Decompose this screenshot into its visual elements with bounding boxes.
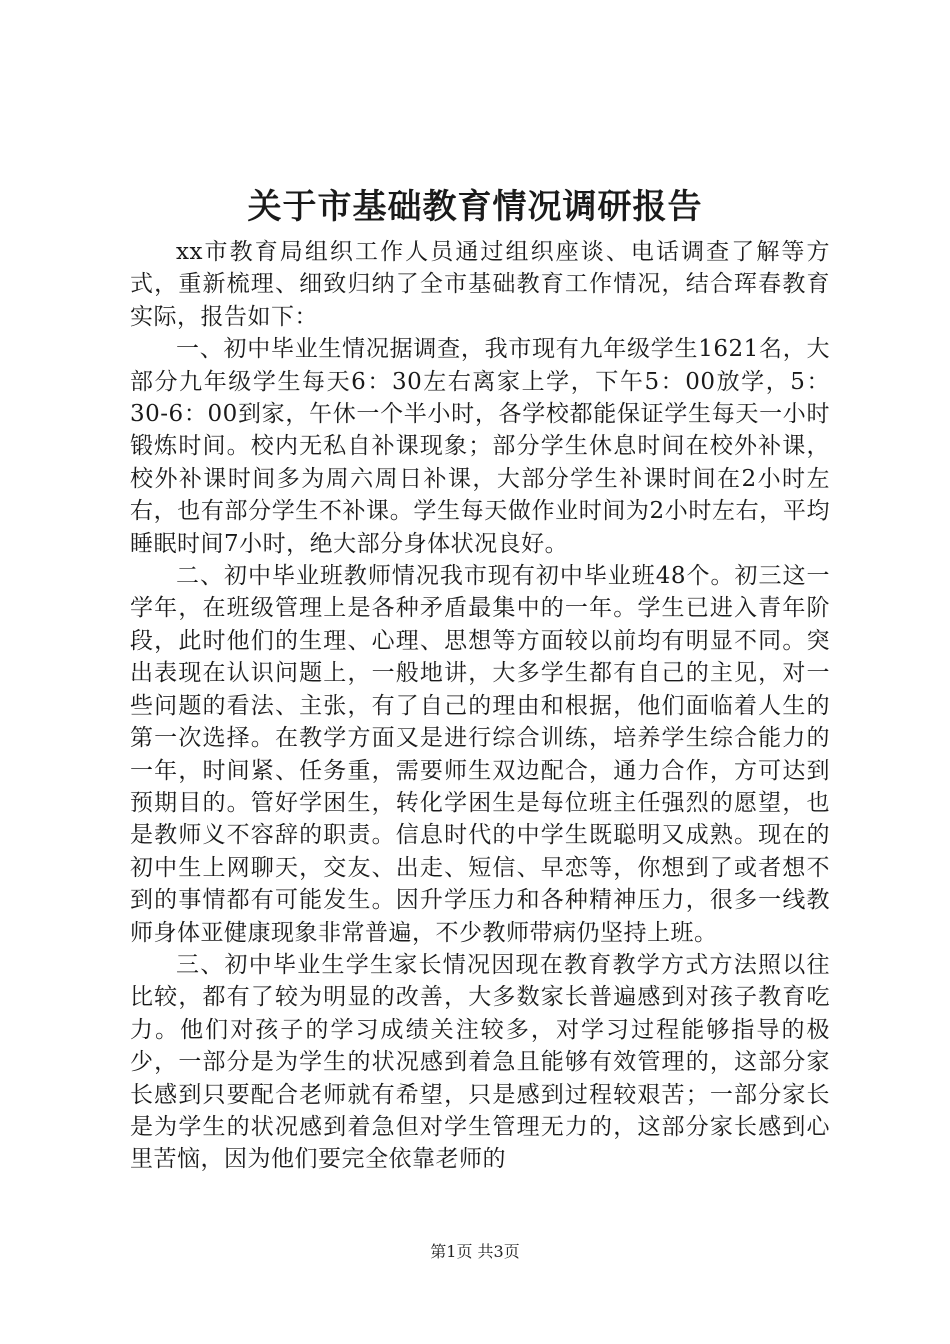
paragraph-section-1: 一、初中毕业生情况据调查，我市现有九年级学生1621名，大部分九年级学生每天6：30左右离家上学，下午5：00放学，5：30-6：00到家，午休一个半小时，各学校都能保证学生每天一小时锻炼时间。校内无私自补课现象；部分学生休息时间在校外补课，校外补课时间多为周六周日补课，大部分学生补课时间在2小时左右，也有部分学生不补课。学生每天做作业时间为2小时左右，平均睡眠时间7小时，绝大部分身体状况良好。 xyxy=(130,336,830,557)
document-body xyxy=(130,236,830,1176)
page-number-footer: 第1页 共3页 xyxy=(430,1242,520,1261)
document-title: 关于市基础教育情况调研报告 xyxy=(247,187,703,227)
paragraph-intro: xx市教育局组织工作人员通过组织座谈、电话调查了解等方式，重新梳理、细致归纳了全市基础教育工作情况，结合珲春教育实际，报告如下： xyxy=(130,239,830,330)
paragraph-section-3: 三、初中毕业生学生家长情况因现在教育教学方式方法照以往比较，都有了较为明显的改善，大多数家长普遍感到对孩子教育吃力。他们对孩子的学习成绩关注较多，对学习过程能够指导的极少，一部分是为学生的状况感到着急且能够有效管理的，这部分家长感到只要配合老师就有希望，只是感到过程较艰苦；一部分家长是为学生的状况感到着急但对学生管理无力的，这部分家长感到心里苦恼，因为他们要完全依靠老师的 xyxy=(130,951,830,1173)
paragraph-section-2: 二、初中毕业班教师情况我市现有初中毕业班48个。初三这一学年，在班级管理上是各种矛盾最集中的一年。学生已进入青年阶段，此时他们的生理、心理、思想等方面较以前均有明显不同。突出表现在认识问题上，一般地讲，大多学生都有自己的主见，对一些问题的看法、主张，有了自己的理由和根据，他们面临着人生的第一次选择。在教学方面又是进行综合训练，培养学生综合能力的一年，时间紧、任务重，需要师生双边配合，通力合作，方可达到预期目的。管好学困生，转化学困生是每位班主任强烈的愿望，也是教师义不容辞的职责。信息时代的中学生既聪明又成熟。现在的初中生上网聊天，交友、出走、短信、早恋等，你想到了或者想不到的事情都有可能发生。因升学压力和各种精神压力，很多一线教师身体亚健康现象非常普遍，不少教师带病仍坚持上班。 xyxy=(130,563,830,946)
